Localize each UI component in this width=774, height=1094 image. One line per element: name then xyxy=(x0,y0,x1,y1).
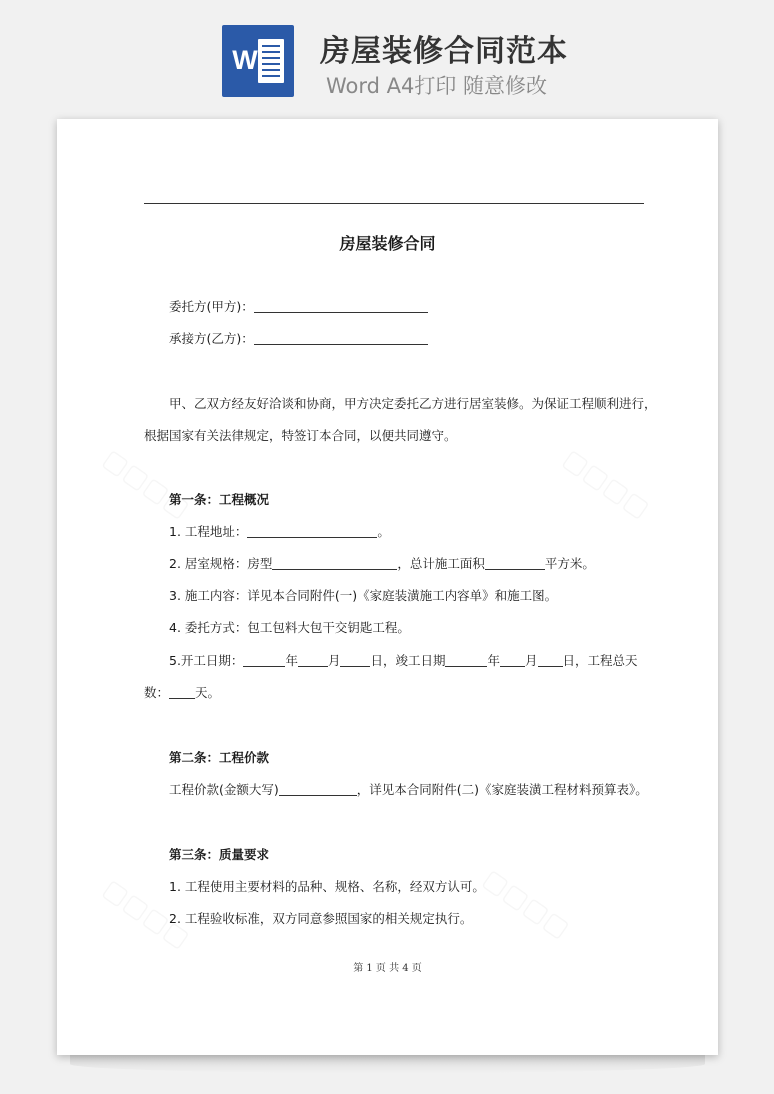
address-blank[interactable] xyxy=(247,523,377,538)
article-1-item-2: 2. 居室规格：房型 ，总计施工面积 平方米。 xyxy=(169,556,595,571)
party-a-label: 委托方(甲方)： xyxy=(169,299,254,314)
watermark xyxy=(97,444,195,525)
document-page xyxy=(57,119,718,1055)
party-b-label: 承接方(乙方)： xyxy=(169,331,254,346)
word-icon xyxy=(222,25,294,97)
page-shadow xyxy=(70,1055,705,1073)
room-type-blank[interactable] xyxy=(272,555,397,570)
article-2-text: 工程价款(金额大写) ，详见本合同附件(二)《家庭装潢工程材料预算表》。 xyxy=(169,782,648,797)
header xyxy=(0,0,774,110)
word-icon-letter: W xyxy=(232,45,258,75)
header-subtitle: Word A4打印 随意修改 xyxy=(326,74,548,98)
document-title: 房屋装修合同 xyxy=(339,234,436,253)
end-day-blank[interactable] xyxy=(538,652,563,667)
article-1-title: 第一条：工程概况 xyxy=(169,492,270,507)
article-2-title: 第二条：工程价款 xyxy=(169,750,270,765)
end-month-blank[interactable] xyxy=(500,652,525,667)
end-year-blank[interactable] xyxy=(445,652,487,667)
article-3-item-2: 2. 工程验收标准，双方同意参照国家的相关规定执行。 xyxy=(169,911,473,926)
article-3-title: 第三条：质量要求 xyxy=(169,847,270,862)
article-1-item-5-cont: 数： 天。 xyxy=(144,685,221,700)
article-1-item-3: 3. 施工内容：详见本合同附件(一)《家庭装潢施工内容单》和施工图。 xyxy=(169,588,558,603)
price-blank[interactable] xyxy=(279,781,357,796)
article-3-item-1: 1. 工程使用主要材料的品种、规格、名称，经双方认可。 xyxy=(169,879,485,894)
watermark xyxy=(557,444,655,525)
start-month-blank[interactable] xyxy=(298,652,328,667)
header-rule xyxy=(144,203,644,204)
intro-line-1: 甲、乙双方经友好洽谈和协商，甲方决定委托乙方进行居室装修。为保证工程顺利进行， xyxy=(169,396,657,411)
page-number: 第 1 页 共 4 页 xyxy=(353,963,422,974)
party-a-blank[interactable] xyxy=(254,298,428,313)
intro-line-2: 根据国家有关法律规定，特签订本合同，以便共同遵守。 xyxy=(144,428,457,443)
party-a-line xyxy=(169,298,428,316)
article-1-item-1: 1. 工程地址： 。 xyxy=(169,524,390,539)
word-icon-sheet xyxy=(258,39,284,83)
party-b-blank[interactable] xyxy=(254,330,428,345)
article-1-item-4: 4. 委托方式：包工包料大包干交钥匙工程。 xyxy=(169,620,410,635)
total-days-blank[interactable] xyxy=(169,684,195,699)
party-b-line xyxy=(169,330,428,348)
start-year-blank[interactable] xyxy=(243,652,285,667)
header-title: 房屋装修合同范本 xyxy=(320,34,568,69)
article-1-item-5: 5.开工日期： 年 月 日，竣工日期 年 月 日，工程总天 xyxy=(169,653,638,668)
start-day-blank[interactable] xyxy=(340,652,370,667)
watermark xyxy=(477,864,575,945)
area-blank[interactable] xyxy=(485,555,545,570)
